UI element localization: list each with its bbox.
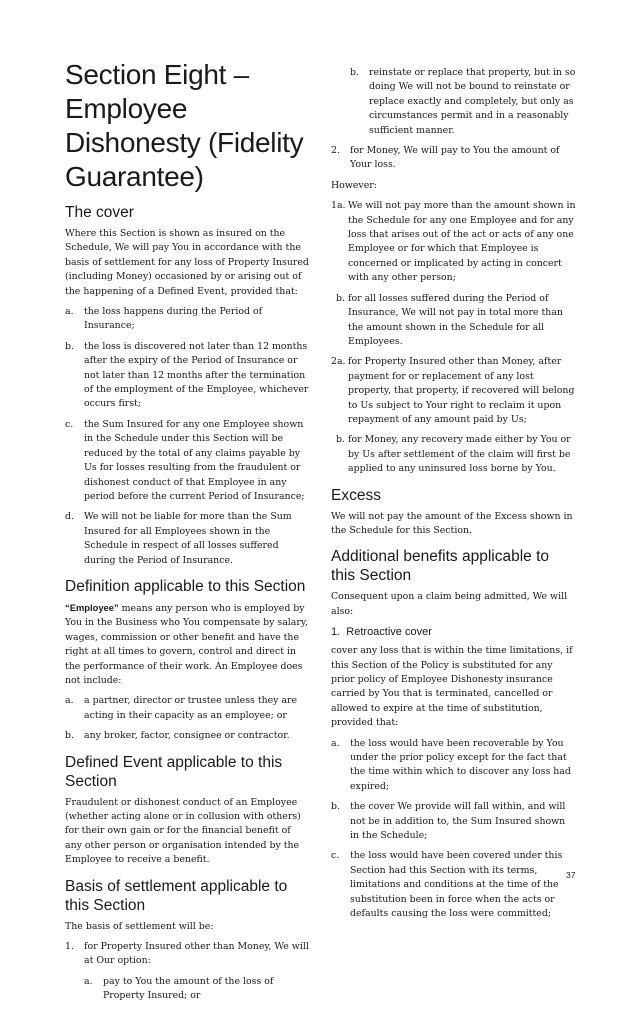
list-marker: 2a. xyxy=(331,356,346,368)
cover-intro: Where this Section is shown as insured on the Schedule, We will pay You in accordance with the basis of settlement for any loss of Property Insured (including Money) occasioned by or arising out of the happening of a Defined Event, provided that: xyxy=(65,228,309,297)
list-marker: 2. xyxy=(331,145,340,157)
list-text: We will not pay more than the amount shown in the Schedule for any one Employee and for any loss that arises out of the act or acts of any one Employee or for which that Employee is concerned or implicated by acting in concert with any other person; xyxy=(348,200,576,284)
list-item xyxy=(331,737,576,795)
list-text: reinstate or replace that property, but in so doing We will not be bound to reinstate or replace exactly and completely, but only as circumstances permit and in a reasonably sufficient manner. xyxy=(369,67,576,136)
right-column xyxy=(331,66,576,928)
excess-heading: Excess xyxy=(331,486,381,504)
list-text: for Money, We will pay to You the amount of Your loss. xyxy=(350,145,560,171)
list-marker xyxy=(331,433,348,476)
list-marker: a. xyxy=(84,975,93,987)
list-item xyxy=(65,510,310,568)
basis-heading: Basis of settlement applicable to this Section xyxy=(65,877,288,914)
list-item xyxy=(331,292,576,350)
basis-intro: The basis of settlement will be: xyxy=(65,920,214,932)
list-text: We will not be liable for more than the Sum Insured for all Employees shown in the Schedule in respect of all losses suffered during the Period of Insurance. xyxy=(84,511,292,566)
list-text: for Money, any recovery made either by You or by Us after settlement of the claim will first be applied to any uninsured loss borne by You. xyxy=(348,434,571,475)
list-marker: b. xyxy=(65,340,74,352)
list-text: the loss happens during the Period of Insurance; xyxy=(84,306,263,332)
list-item xyxy=(65,940,310,969)
list-marker-text: b. xyxy=(336,434,346,446)
additional-benefits-heading: Additional benefits applicable to this Section xyxy=(331,548,550,585)
list-marker: c. xyxy=(65,418,74,430)
list-text: for all losses suffered during the Period of Insurance, We will not pay in total more than the amount shown in the Schedule for all Employees. xyxy=(348,292,563,347)
list-item xyxy=(65,694,310,723)
list-item xyxy=(65,305,310,334)
list-marker: b. xyxy=(331,801,340,813)
list-text: the Sum Insured for any one Employee shown in the Schedule under this Section will be reduced by the total of any claims payable by Us for losses resulting from the fraudulent or dishonest conduct of that Employee in any period before the current Period of Insurance; xyxy=(84,418,305,502)
excess-text: We will not pay the amount of the Excess shown in the Schedule for this Section. xyxy=(331,510,573,536)
however-label: However: xyxy=(331,179,377,191)
list-text: a partner, director or trustee unless they are acting in their capacity as an employee; or xyxy=(84,695,298,721)
list-marker: c. xyxy=(331,850,340,862)
page-number: 37 xyxy=(566,870,576,880)
list-item xyxy=(84,975,310,1004)
list-marker xyxy=(331,292,348,350)
list-marker: b. xyxy=(65,730,74,742)
list-marker: 1. xyxy=(65,941,74,953)
page-title: Section Eight – Employee Dishonesty (Fidelity Guarantee) xyxy=(65,59,304,192)
list-marker: a. xyxy=(65,695,74,707)
list-text: for Property Insured other than Money, We will at Our option: xyxy=(84,941,309,967)
defined-term: “Employee” xyxy=(65,601,119,613)
list-item xyxy=(65,418,310,504)
list-marker: a. xyxy=(331,737,340,749)
list-marker: 1a. xyxy=(331,200,346,212)
list-text: the loss would have been recoverable by You under the prior policy except for the fact that the time within which to discover any loss had expired; xyxy=(350,737,571,792)
list-marker: a. xyxy=(65,306,74,318)
list-marker: b. xyxy=(350,67,359,78)
list-marker: d. xyxy=(65,511,74,523)
list-text: for Property Insured other than Money, after payment for or replacement of any lost property, that property, if recovered will belong to Us subject to Your right to reclaim it upon repayment of any amount paid by Us; xyxy=(348,356,575,425)
cover-heading: The cover xyxy=(65,204,134,221)
defined-event-text: Fraudulent or dishonest conduct of an Employee (whether acting alone or in collusion with others) for their own gain or for the financial benefit of any other person or organisation intended by the Employee to receive a benefit. xyxy=(65,796,301,866)
left-column xyxy=(65,58,310,1010)
list-text: the loss is discovered not later than 12 months after the expiry of the Period of Insurance or not later than 12 months after the termination of the employment of the Employee, whichever occurs first; xyxy=(84,340,309,410)
definition-paragraph xyxy=(65,601,310,688)
definition-text: means any person who is employed by You in the Business who You compensate by salary, wages, commission or other benefit and have the right at all times to govern, control and direct in the performance of their work. An Employee does not include: xyxy=(65,602,308,686)
list-item xyxy=(331,433,576,476)
list-text: any broker, factor, consignee or contractor. xyxy=(84,730,290,742)
list-text: pay to You the amount of the loss of Property Insured; or xyxy=(103,975,274,1002)
retroactive-cover-text: cover any loss that is within the time limitations, if this Section of the Policy is substituted for any prior policy of Employee Dishonesty insurance carried by You that is terminated, cancelled or allowed to expire at the time of substitution, provided that: xyxy=(331,645,573,729)
list-item xyxy=(331,355,576,427)
list-item xyxy=(331,144,576,173)
list-item xyxy=(65,729,310,743)
list-item xyxy=(350,66,576,138)
retroactive-cover-heading: 1. Retroactive cover xyxy=(331,626,432,639)
list-text: the loss would have been covered under this Section had this Section with its terms, limitations and conditions at the time of the substitution been in force when the acts or defaults causing the loss were committed; xyxy=(350,850,563,920)
defined-event-heading: Defined Event applicable to this Section xyxy=(65,753,283,790)
list-item xyxy=(331,849,576,921)
list-item xyxy=(65,340,310,412)
additional-intro: Consequent upon a claim being admitted, We will also: xyxy=(331,591,568,617)
list-item xyxy=(331,800,576,843)
definition-heading: Definition applicable to this Section xyxy=(65,577,306,595)
list-text: the cover We provide will fall within, and will not be in addition to, the Sum Insured shown in the Schedule; xyxy=(350,801,566,842)
list-marker-text: b. xyxy=(336,292,346,304)
list-item xyxy=(331,199,576,285)
